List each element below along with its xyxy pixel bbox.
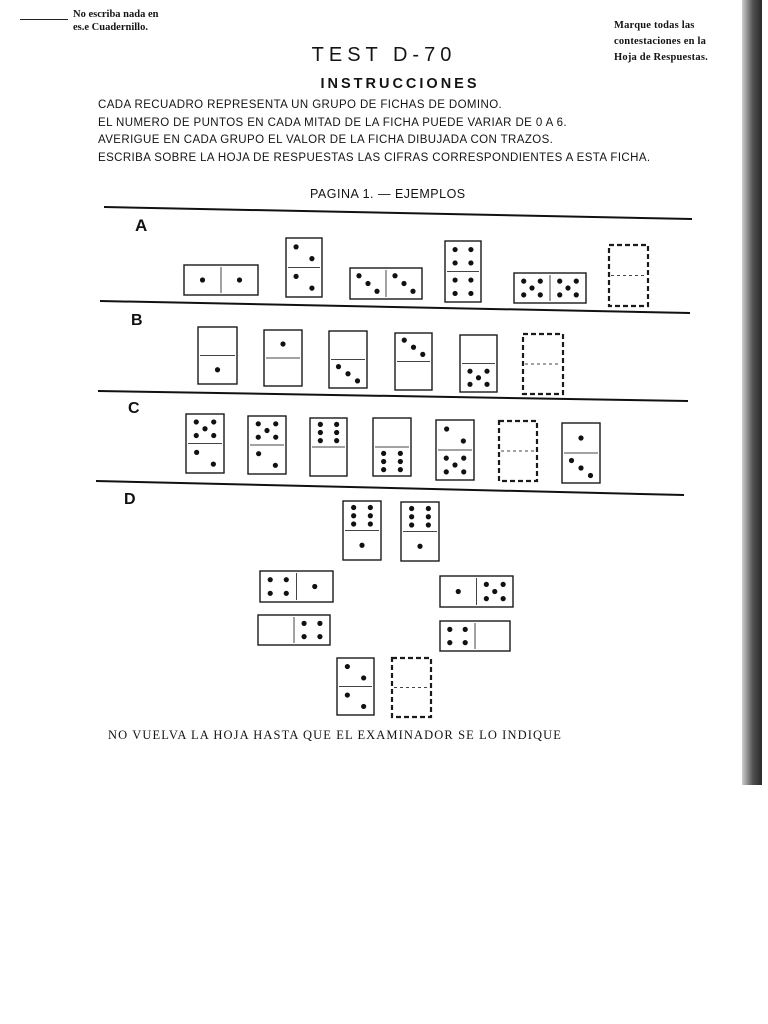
note-right-line2: contestaciones en la xyxy=(614,36,707,47)
domino-pip xyxy=(368,521,373,526)
domino-pip xyxy=(468,277,473,282)
domino-pip xyxy=(194,450,199,455)
domino-pip xyxy=(461,469,466,474)
domino-pip xyxy=(578,435,583,440)
domino-tile xyxy=(401,502,439,561)
domino-pip xyxy=(368,505,373,510)
domino-pip xyxy=(301,634,306,639)
domino-tile xyxy=(258,615,330,645)
domino-pip xyxy=(452,277,457,282)
domino-pip xyxy=(468,260,473,265)
domino-pip xyxy=(447,640,452,645)
domino-pip xyxy=(368,513,373,518)
domino-pip xyxy=(268,591,273,596)
domino-pip xyxy=(334,422,339,427)
domino-tile xyxy=(440,621,510,651)
domino-pip xyxy=(398,467,403,472)
section-label-b: B xyxy=(131,312,143,329)
domino-pip xyxy=(202,426,207,431)
answer-domino-dashed xyxy=(392,658,431,717)
domino-pip xyxy=(588,473,593,478)
domino-pip xyxy=(211,419,216,424)
domino-pip xyxy=(309,256,314,261)
domino-pip xyxy=(402,338,407,343)
domino-pip xyxy=(574,279,579,284)
domino-tile xyxy=(460,335,497,392)
domino-pip xyxy=(467,369,472,374)
domino-pip xyxy=(356,273,361,278)
domino-pip xyxy=(374,289,379,294)
note-left-line1: No escriba nada en xyxy=(73,9,159,20)
domino-pip xyxy=(345,664,350,669)
domino-pip xyxy=(345,692,350,697)
domino-pip xyxy=(463,640,468,645)
domino-pip xyxy=(268,577,273,582)
note-left-line2: es.e Cuadernillo. xyxy=(73,22,148,33)
domino-pip xyxy=(211,433,216,438)
domino-tile xyxy=(260,571,333,602)
domino-pip xyxy=(256,435,261,440)
instruction-line: AVERIGUE EN CADA GRUPO EL VALOR DE LA FICHA DIBUJADA CON TRAZOS. xyxy=(98,134,554,146)
domino-pip xyxy=(194,433,199,438)
domino-pip xyxy=(461,456,466,461)
domino-pip xyxy=(318,430,323,435)
domino-pip xyxy=(284,591,289,596)
domino-pip xyxy=(334,438,339,443)
domino-tile xyxy=(343,501,381,560)
domino-pip xyxy=(318,422,323,427)
domino-pip xyxy=(334,430,339,435)
domino-pip xyxy=(426,506,431,511)
domino-pip xyxy=(565,285,570,290)
domino-tile xyxy=(445,241,481,302)
domino-pip xyxy=(452,247,457,252)
test-title: TEST D-70 xyxy=(311,44,457,66)
domino-pip xyxy=(237,277,242,282)
domino-pip xyxy=(361,704,366,709)
domino-pip xyxy=(351,521,356,526)
domino-tile xyxy=(436,420,474,480)
domino-pip xyxy=(444,469,449,474)
domino-pip xyxy=(256,421,261,426)
domino-tile xyxy=(310,418,347,476)
domino-pip xyxy=(410,289,415,294)
domino-tile xyxy=(198,327,237,384)
domino-pip xyxy=(355,378,360,383)
section-label-d: D xyxy=(124,491,136,508)
domino-tile xyxy=(440,576,513,607)
section-label-c: C xyxy=(128,400,140,417)
note-right-line1: Marque todas las xyxy=(614,20,695,31)
domino-pip xyxy=(361,675,366,680)
domino-pip xyxy=(484,582,489,587)
note-right-line3: Hoja de Respuestas. xyxy=(614,52,708,63)
domino-pip xyxy=(578,465,583,470)
domino-tile xyxy=(514,273,586,303)
instruction-line: CADA RECUADRO REPRESENTA UN GRUPO DE FICHAS DE DOMINO. xyxy=(98,99,503,111)
domino-pip xyxy=(293,274,298,279)
domino-pip xyxy=(256,451,261,456)
domino-pip xyxy=(426,514,431,519)
domino-pip xyxy=(409,506,414,511)
domino-pip xyxy=(456,589,461,594)
domino-pip xyxy=(557,279,562,284)
domino-pip xyxy=(318,438,323,443)
domino-pip xyxy=(345,371,350,376)
domino-tile xyxy=(286,238,322,297)
domino-tile xyxy=(186,414,224,473)
domino-pip xyxy=(501,582,506,587)
domino-pip xyxy=(211,462,216,467)
domino-pip xyxy=(463,627,468,632)
domino-pip xyxy=(476,375,481,380)
domino-pip xyxy=(452,291,457,296)
answer-domino-dashed xyxy=(499,421,537,481)
domino-pip xyxy=(468,291,473,296)
answer-domino-dashed xyxy=(523,334,563,394)
domino-pip xyxy=(447,627,452,632)
domino-pip xyxy=(280,341,285,346)
domino-tile xyxy=(248,416,286,474)
domino-pip xyxy=(521,279,526,284)
footer-notice: NO VUELVA LA HOJA HASTA QUE EL EXAMINADOR SE LO INDIQUE xyxy=(108,728,562,742)
domino-tile xyxy=(184,265,258,295)
domino-pip xyxy=(529,285,534,290)
domino-pip xyxy=(317,621,322,626)
answer-domino-dashed xyxy=(609,245,648,306)
domino-pip xyxy=(557,292,562,297)
domino-pip xyxy=(409,514,414,519)
domino-pip xyxy=(301,621,306,626)
domino-pip xyxy=(409,522,414,527)
section-divider xyxy=(98,391,688,401)
domino-pip xyxy=(468,247,473,252)
domino-pip xyxy=(420,352,425,357)
domino-tile xyxy=(562,423,600,483)
domino-pip xyxy=(336,364,341,369)
domino-pip xyxy=(392,273,397,278)
page-label: PAGINA 1. — EJEMPLOS xyxy=(310,187,466,201)
domino-pip xyxy=(284,577,289,582)
domino-pip xyxy=(484,382,489,387)
domino-pip xyxy=(351,505,356,510)
instruction-line: ESCRIBA SOBRE LA HOJA DE RESPUESTAS LAS CIFRAS CORRESPONDIENTES A ESTA FICHA. xyxy=(98,151,651,164)
domino-pip xyxy=(538,279,543,284)
domino-pip xyxy=(273,421,278,426)
domino-pip xyxy=(538,292,543,297)
domino-pip xyxy=(194,419,199,424)
domino-pip xyxy=(411,345,416,350)
domino-tile xyxy=(350,268,422,299)
domino-pip xyxy=(452,260,457,265)
domino-pip xyxy=(417,544,422,549)
domino-pip xyxy=(398,459,403,464)
domino-pip xyxy=(359,543,364,548)
domino-pip xyxy=(317,634,322,639)
domino-pip xyxy=(501,596,506,601)
instructions-heading: INSTRUCCIONES xyxy=(320,76,480,92)
domino-pip xyxy=(381,451,386,456)
domino-pip xyxy=(264,428,269,433)
domino-pip xyxy=(484,596,489,601)
domino-pip xyxy=(351,513,356,518)
domino-pip xyxy=(398,451,403,456)
scan-edge xyxy=(742,0,762,785)
domino-tile xyxy=(329,331,367,388)
domino-tile xyxy=(337,658,374,715)
domino-tile xyxy=(373,418,411,476)
domino-pip xyxy=(365,281,370,286)
section-divider xyxy=(104,207,692,219)
domino-pip xyxy=(444,426,449,431)
domino-pip xyxy=(569,458,574,463)
domino-pip xyxy=(273,463,278,468)
section-label-a: A xyxy=(135,216,148,235)
domino-pip xyxy=(401,281,406,286)
domino-pip xyxy=(492,589,497,594)
domino-pip xyxy=(200,277,205,282)
section-divider xyxy=(100,301,690,313)
domino-pip xyxy=(312,584,317,589)
domino-pip xyxy=(574,292,579,297)
domino-pip xyxy=(273,435,278,440)
domino-pip xyxy=(461,438,466,443)
domino-pip xyxy=(309,286,314,291)
domino-pip xyxy=(467,382,472,387)
domino-pip xyxy=(381,459,386,464)
domino-pip xyxy=(484,369,489,374)
domino-tile xyxy=(264,330,302,386)
domino-pip xyxy=(426,522,431,527)
domino-pip xyxy=(452,462,457,467)
domino-pip xyxy=(381,467,386,472)
domino-pip xyxy=(444,456,449,461)
domino-pip xyxy=(215,367,220,372)
domino-pip xyxy=(293,244,298,249)
domino-tile xyxy=(395,333,432,390)
domino-pip xyxy=(521,292,526,297)
instruction-line: EL NUMERO DE PUNTOS EN CADA MITAD DE LA FICHA PUEDE VARIAR DE 0 A 6. xyxy=(98,116,567,129)
